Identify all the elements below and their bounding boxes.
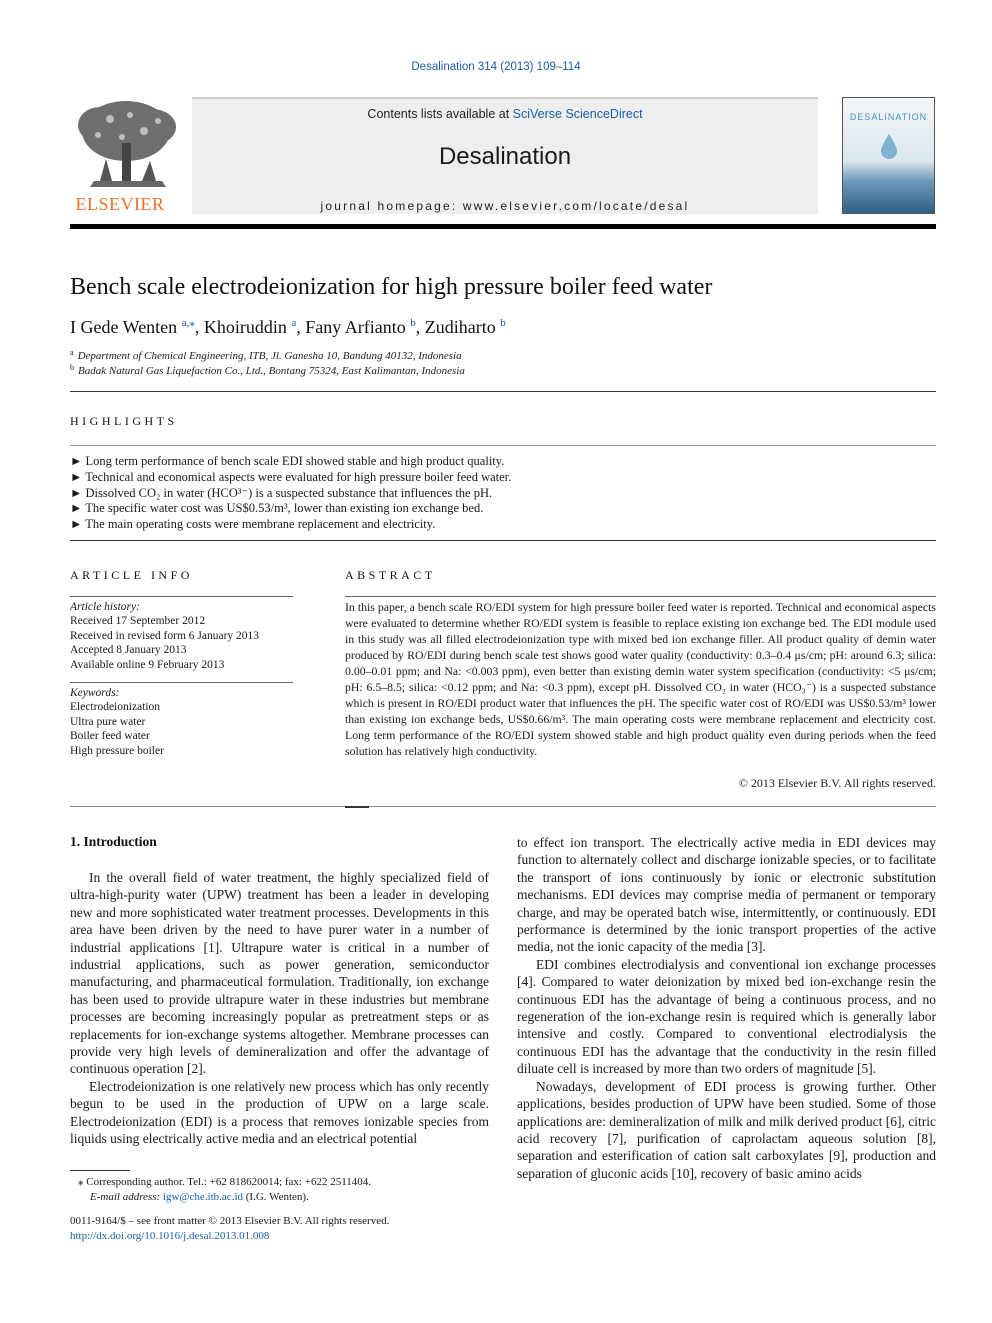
highlights-heading: HIGHLIGHTS <box>70 414 178 428</box>
affiliation-b <box>70 363 465 377</box>
highlight-item: ► The main operating costs were membrane replacement and electricity. <box>70 517 436 531</box>
history-entry: Received in revised form 6 January 2013 <box>70 629 260 642</box>
highlight-item: ► The specific water cost was US$0.53/m³, lower than existing ion exchange bed. <box>70 501 484 515</box>
section-divider <box>70 445 936 446</box>
section-divider <box>70 391 936 392</box>
history-entry: Accepted 8 January 2013 <box>70 644 187 657</box>
affiliation-key: a <box>70 348 74 357</box>
email-link[interactable]: igw@che.itb.ac.id <box>162 1191 243 1203</box>
author-name: I Gede Wenten <box>70 317 178 337</box>
journal-citation[interactable]: Desalination 314 (2013) 109–114 <box>411 61 581 73</box>
author-affiliation-ref[interactable]: a <box>291 317 297 329</box>
corresponding-author-footnote <box>70 1170 490 1205</box>
keyword: High pressure boiler <box>70 744 164 757</box>
abstract-heading: ABSTRACT <box>345 568 436 582</box>
header-rule <box>70 224 936 229</box>
email-suffix: (I.G. Wenten). <box>245 1191 309 1203</box>
body-paragraph: EDI combines electrodialysis and conventional ion exchange processes [4]. Compared to water deionization by mixed bed ion-exchange resin the continuous EDI has the advantage of being a continuous process, and no regeneration of the ion-exchange resin is required which is generally labor intensive and costly. Compared to conventional electrodialysis the continuous EDI has the advantage that the conductivity in the resin filled diluate cell is increased by more than two orders of magnitude [5]. <box>517 956 936 1077</box>
affiliation-a <box>70 348 462 362</box>
water-drop-icon <box>881 134 897 160</box>
history-entry: Received 17 September 2012 <box>70 615 206 628</box>
author-name: Fany Arfianto <box>305 317 406 337</box>
body-paragraph: Nowadays, development of EDI process is growing further. Other applications, besides production of UPW have been studied. Some of those applications are: demineralization of milk and milk derived product [6], citric acid recovery [7], purification of caprolactam aqueous solution [8], separation and esterification of cation salt carboxylates [9], production and separation of gluconic acids [10], recovery of basic amino acids <box>517 1078 936 1181</box>
body-column-right <box>517 834 936 1182</box>
author-affiliation-ref[interactable]: b <box>500 317 506 329</box>
section-divider <box>345 806 369 808</box>
author-list: I Gede Wenten $^{a,⁎}$, Khoiruddin $^a$, Fany Arfianto $^b$, Zudiharto $^b$ <box>70 317 506 337</box>
section-divider <box>70 540 936 541</box>
article-info-heading: ARTICLE INFO <box>70 568 193 582</box>
sciencedirect-link[interactable]: SciVerse ScienceDirect <box>512 107 643 121</box>
journal-title: Desalination <box>438 143 572 170</box>
affiliation-text: Badak Natural Gas Liquefaction Co., Ltd., Bontang 75324, East Kalimantan, Indonesia <box>78 365 465 377</box>
highlight-item: ► Long term performance of bench scale EDI showed stable and high product quality. <box>70 454 505 468</box>
article-history <box>70 600 293 672</box>
affiliation-text: Department of Chemical Engineering, ITB, Jl. Ganesha 10, Bandung 40132, Indonesia <box>77 350 462 362</box>
body-paragraph: In the overall field of water treatment, the highly specialized field of ultra-high-purity water (UPW) treatment has been a leader in developing new and more sophisticated water treatment processes. Developments in this area have been driven by the need to have purer water in a number of industrial applications [1]. Ultrapure water is critical in a number of industrial applications, such as power generation, semiconductor manufacturing, and pharmaceutical formulation. Traditionally, ion exchange has been used to provide ultrapure water in these industries but membrane processes are becoming increasingly popular as pretreatment steps or as replacements for ion-exchange systems altogether. Membrane processes can provide very high levels of demineralization and offer the advantage of continuous operation [2]. <box>70 870 489 1077</box>
corresponding-author-line: ⁎ Corresponding author. Tel.: +62 818620014; fax: +622 2511404. <box>78 1176 372 1188</box>
keyword: Ultra pure water <box>70 715 146 728</box>
section-divider <box>345 596 936 597</box>
journal-masthead <box>192 97 818 214</box>
keywords-heading: Keywords: <box>70 687 120 699</box>
author-name: Zudiharto <box>424 317 496 337</box>
keyword: Electrodeionization <box>70 701 161 714</box>
body-paragraph: Electrodeionization is one relatively new process which has only recently begun to be used in the production of UPW on a large scale. Electrodeionization (EDI) is a process that removes ionizable species from liquids using electrically active media and an electrical potential <box>70 1078 489 1147</box>
highlight-item: ► Dissolved CO₂ in water (HCO³⁻) is a suspected substance that influences the pH. <box>70 486 493 500</box>
email-line <box>70 1190 490 1205</box>
journal-homepage[interactable]: journal homepage: www.elsevier.com/locate/desal <box>320 199 690 213</box>
abstract-body: In this paper, a bench scale RO/EDI system for high pressure boiler feed water is reported. Technical and economical aspects were evaluated to determine whether RO/EDI system is feasible to replace existing ion exchange bed. The EDI module used in this study was all filled electrodeionization type with mixed bed ion exchange filler. All product quality of demin water produced by RO/EDI during bench scale test shows good water quality (conductivity: 0.3–0.4 μs/cm; pH: around 6.3; silica: 0.00–0.01 ppm; and Na: <0.003 ppm), even better than existing demin water system specification (conductivity: <5 μs/cm; pH: 6.5–8.5; silica: <0.12 ppm; and Na: <0.3 ppm), except pH. Dissolved CO₂ in water (HCO₃⁻) is a suspected substance which is present in RO/EDI product water that influences the pH. The specific water cost of RO/EDI was US$0.53/m³ lower than existing ion exchange beds, US$0.66/m³. The main operating costs were membrane replacement and electricity cost. Long term performance of the RO/EDI system showed stable and high product quality even during periods when the feed solution has relatively high conductivity. <box>345 600 936 758</box>
journal-cover-thumbnail <box>842 97 935 214</box>
author-affiliation-ref[interactable]: a,⁎ <box>181 317 195 329</box>
issn-line: 0011-9164/$ – see front matter © 2013 Elsevier B.V. All rights reserved. <box>70 1215 390 1227</box>
highlight-item: ► Technical and economical aspects were evaluated for high pressure boiler feed water. <box>70 470 512 484</box>
article-title: Bench scale electrodeionization for high pressure boiler feed water <box>70 274 713 300</box>
section-heading-introduction: 1. Introduction <box>70 834 157 849</box>
doi-link[interactable]: http://dx.doi.org/10.1016/j.desal.2013.01.008 <box>70 1230 270 1242</box>
cover-title: DESALINATION <box>849 112 928 122</box>
email-label: E-mail address: <box>90 1191 161 1203</box>
elsevier-wordmark: ELSEVIER <box>75 194 165 214</box>
bottom-metadata <box>70 1214 389 1244</box>
section-divider <box>70 596 293 597</box>
author-name: Khoiruddin <box>203 317 287 337</box>
section-divider <box>70 682 293 683</box>
abstract-copyright: © 2013 Elsevier B.V. All rights reserved. <box>738 776 936 790</box>
author-affiliation-ref[interactable]: b <box>410 317 416 329</box>
body-paragraph: to effect ion transport. The electrically active media in EDI devices may function to alternately collect and discharge ionizable species, or to facilitate the transport of ions continuously by ionic or electronic substitution mechanisms. EDI devices may comprise media of permanent or temporary charge, and may be operated batch wise, intermittently, or continuously. EDI performance is determined by the ionic transport properties of the active media, not the ionic capacity of the media [3]. <box>517 835 936 955</box>
keyword: Boiler feed water <box>70 730 150 743</box>
affiliation-key: b <box>70 363 74 372</box>
contents-line <box>192 107 818 121</box>
section-divider <box>70 806 936 807</box>
keyword-list <box>70 686 293 758</box>
history-entry: Available online 9 February 2013 <box>70 658 225 671</box>
history-heading: Article history: <box>70 601 140 613</box>
contents-prefix: Contents lists available at <box>367 107 513 121</box>
body-column-left <box>70 869 489 1148</box>
footnote-rule <box>70 1170 130 1171</box>
